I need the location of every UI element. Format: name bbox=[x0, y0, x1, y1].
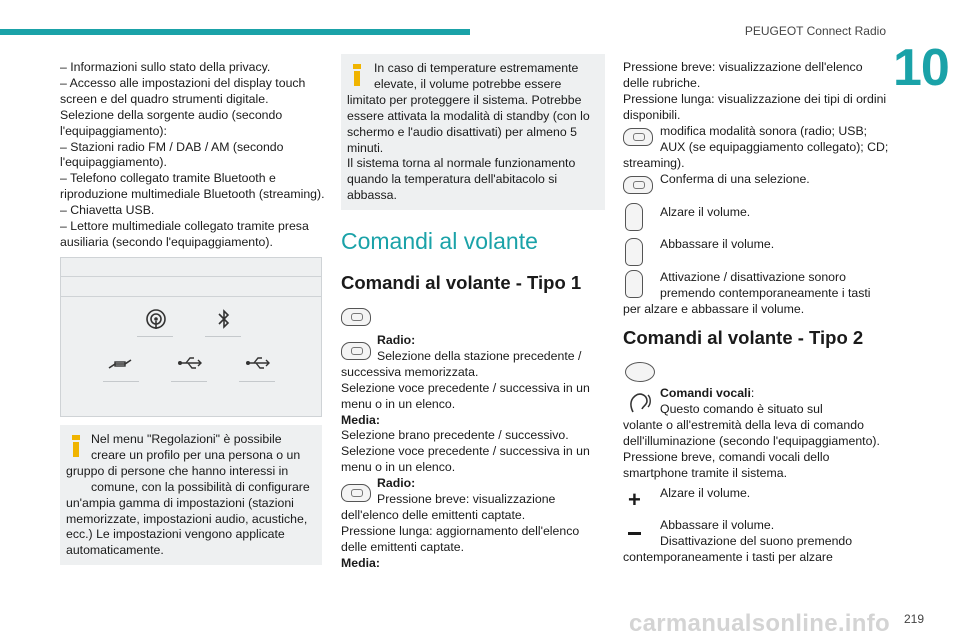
steering-control-icon bbox=[625, 362, 659, 382]
info-line: automaticamente. bbox=[66, 543, 164, 558]
text-line: AUX (se equipaggiamento collegato); CD; bbox=[660, 139, 889, 154]
icon-underline bbox=[205, 336, 241, 337]
voice-label-line bbox=[623, 386, 891, 402]
text-line: modifica modalità sonora (radio; USB; bbox=[660, 124, 868, 138]
text-line: Pressione breve: visualizzazione bbox=[377, 491, 556, 506]
media-label: Media: bbox=[341, 555, 380, 570]
subsection-title-type2: Comandi al volante - Tipo 2 bbox=[623, 327, 864, 348]
radio-label: Radio: bbox=[377, 476, 416, 490]
usb-icon[interactable] bbox=[241, 355, 275, 376]
vol-down-text: Abbassare il volume. bbox=[660, 237, 775, 251]
radio-label: Radio: bbox=[377, 333, 416, 347]
brand-title: PEUGEOT Connect Radio bbox=[744, 24, 886, 38]
page-number: 219 bbox=[903, 612, 924, 626]
text-line: per alzare e abbassare il volume. bbox=[623, 301, 805, 316]
icon-underline bbox=[239, 381, 275, 382]
audio-source-panel bbox=[60, 257, 322, 417]
confirm-button-icon bbox=[623, 176, 657, 196]
volume-down-icon bbox=[625, 238, 659, 258]
info-icon bbox=[353, 64, 361, 86]
text-line: successiva memorizzata. bbox=[341, 364, 479, 379]
text-line: delle rubriche. bbox=[623, 75, 701, 90]
info-icon bbox=[72, 435, 80, 457]
text-line: dell'illuminazione (secondo l'equipaggiamento). bbox=[623, 433, 880, 448]
t2-vol-down-text: Abbassare il volume. bbox=[660, 518, 775, 532]
usb-icon[interactable] bbox=[173, 355, 207, 376]
info-box-temperature bbox=[341, 54, 605, 210]
panel-divider bbox=[61, 296, 321, 297]
text-line: disponibili. bbox=[623, 107, 681, 122]
text-line: menu o in un elenco. bbox=[341, 460, 456, 475]
info-line: quando la temperatura dell'abitacolo si bbox=[347, 172, 558, 187]
header-accent-rule bbox=[0, 29, 470, 35]
text-line: Pressione lunga: aggiornamento dell'elenco bbox=[341, 523, 580, 538]
text-line: Questo comando è situato sul bbox=[660, 401, 823, 416]
text-line: Pressione breve: visualizzazione dell'elenco bbox=[623, 60, 863, 74]
info-line: ecc.) Le impostazioni vengono applicate bbox=[66, 527, 285, 542]
info-line: In caso di temperature estremamente bbox=[374, 61, 579, 75]
info-line: Il sistema torna al normale funzionamento bbox=[347, 156, 576, 171]
mute-description bbox=[623, 270, 891, 318]
info-line: schermo e l'audio disattivati) per almeno 5 bbox=[347, 124, 577, 139]
text-line: menu o in un elenco. bbox=[341, 396, 456, 411]
text-line: volante o all'estremità della leva di comando bbox=[623, 417, 864, 432]
info-line: limitato per proteggere il sistema. Potrebbe bbox=[347, 92, 582, 107]
text-line: Selezione della sorgente audio (secondo bbox=[60, 107, 283, 122]
text-line: Disattivazione del suono premendo bbox=[660, 534, 853, 548]
info-line: creare un profilo per una persona o un bbox=[91, 447, 301, 462]
voice-description bbox=[623, 386, 891, 481]
bluetooth-icon[interactable] bbox=[207, 308, 241, 335]
text-line: l'equipaggiamento): bbox=[60, 123, 167, 138]
t2-vol-up-text: Alzare il volume. bbox=[660, 486, 751, 500]
info-line: comune, con la possibilità di configurare bbox=[91, 479, 310, 494]
voice-label: Comandi vocali bbox=[660, 386, 751, 400]
icon-underline bbox=[103, 381, 139, 382]
vol-up-text: Alzare il volume. bbox=[660, 205, 751, 219]
info-line: memorizzate, impostazioni audio, acustiche, bbox=[66, 511, 308, 526]
radio-list-description bbox=[341, 476, 605, 571]
text-line: ausiliaria (secondo l'equipaggiamento). bbox=[60, 234, 273, 249]
text-line: Attivazione / disattivazione sonoro bbox=[660, 270, 846, 284]
volume-up-icon bbox=[625, 203, 659, 223]
info-line: elevate, il volume potrebbe essere bbox=[374, 76, 562, 91]
text-line: Selezione voce precedente / successiva in un bbox=[341, 380, 590, 395]
text-line: riproduzione multimediale Bluetooth (streaming). bbox=[60, 187, 325, 202]
text-line: premendo contemporaneamente i tasti bbox=[660, 285, 871, 300]
column-1 bbox=[60, 60, 325, 251]
section-title: Comandi al volante bbox=[341, 228, 538, 254]
info-box-profiles bbox=[60, 425, 322, 565]
info-line: Nel menu "Regolazioni" è possibile bbox=[91, 432, 282, 446]
text-line: Pressione breve, comandi vocali dello bbox=[623, 449, 830, 464]
text-line: – Accesso alle impostazioni del display touch bbox=[60, 75, 306, 90]
info-line: gruppo di persone che hanno interessi in bbox=[66, 463, 289, 478]
chapter-number: 10 bbox=[893, 39, 949, 97]
steering-control-icon bbox=[341, 308, 375, 328]
text-line: – Telefono collegato tramite Bluetooth e bbox=[60, 171, 276, 186]
info-line: minuti. bbox=[347, 140, 384, 155]
info-line: abbassa. bbox=[347, 188, 397, 203]
plus-icon: + bbox=[628, 487, 641, 512]
media-label: Media: bbox=[341, 412, 380, 427]
text-line: l'equipaggiamento). bbox=[60, 155, 167, 170]
text-line: – Lettore multimediale collegato tramite presa bbox=[60, 219, 309, 234]
text-line: Selezione voce precedente / successiva in un bbox=[341, 444, 590, 459]
text-line: screen e del quadro strumenti digitale. bbox=[60, 91, 269, 106]
t2-mute-description bbox=[623, 534, 891, 566]
icon-underline bbox=[171, 381, 207, 382]
subsection-title-type1: Comandi al volante - Tipo 1 bbox=[341, 272, 582, 293]
text-line: dell'elenco delle emittenti captate. bbox=[341, 507, 526, 522]
confirm-text: Conferma di una selezione. bbox=[660, 172, 810, 186]
info-line: essere attivata la modalità di standby (con lo bbox=[347, 108, 590, 123]
column-3-intro bbox=[623, 60, 891, 124]
watermark: carmanualsonline.info bbox=[628, 610, 890, 637]
text-line: streaming). bbox=[623, 155, 685, 170]
wireless-audio-icon[interactable] bbox=[139, 308, 173, 335]
radio-description bbox=[341, 333, 605, 476]
text-line: – Stazioni radio FM / DAB / AM (secondo bbox=[60, 139, 284, 154]
text-line: Selezione brano precedente / successivo. bbox=[341, 428, 569, 443]
text-line: Pressione lunga: visualizzazione dei tipi di ordini bbox=[623, 91, 887, 106]
info-line: un'ampia gamma di impostazioni (stazioni bbox=[66, 495, 294, 510]
panel-divider bbox=[61, 276, 321, 277]
text-line: smartphone tramite il sistema. bbox=[623, 465, 788, 480]
aux-cable-icon[interactable] bbox=[103, 355, 137, 376]
voice-colon: : bbox=[750, 386, 755, 400]
mode-description bbox=[623, 124, 891, 172]
text-line: – Chiavetta USB. bbox=[60, 203, 155, 218]
icon-underline bbox=[137, 336, 173, 337]
text-line: delle emittenti captate. bbox=[341, 539, 465, 554]
text-line: Selezione della stazione precedente / bbox=[377, 348, 582, 363]
text-line: contemporaneamente i tasti per alzare bbox=[623, 549, 833, 564]
text-line: – Informazioni sullo stato della privacy. bbox=[60, 60, 271, 74]
